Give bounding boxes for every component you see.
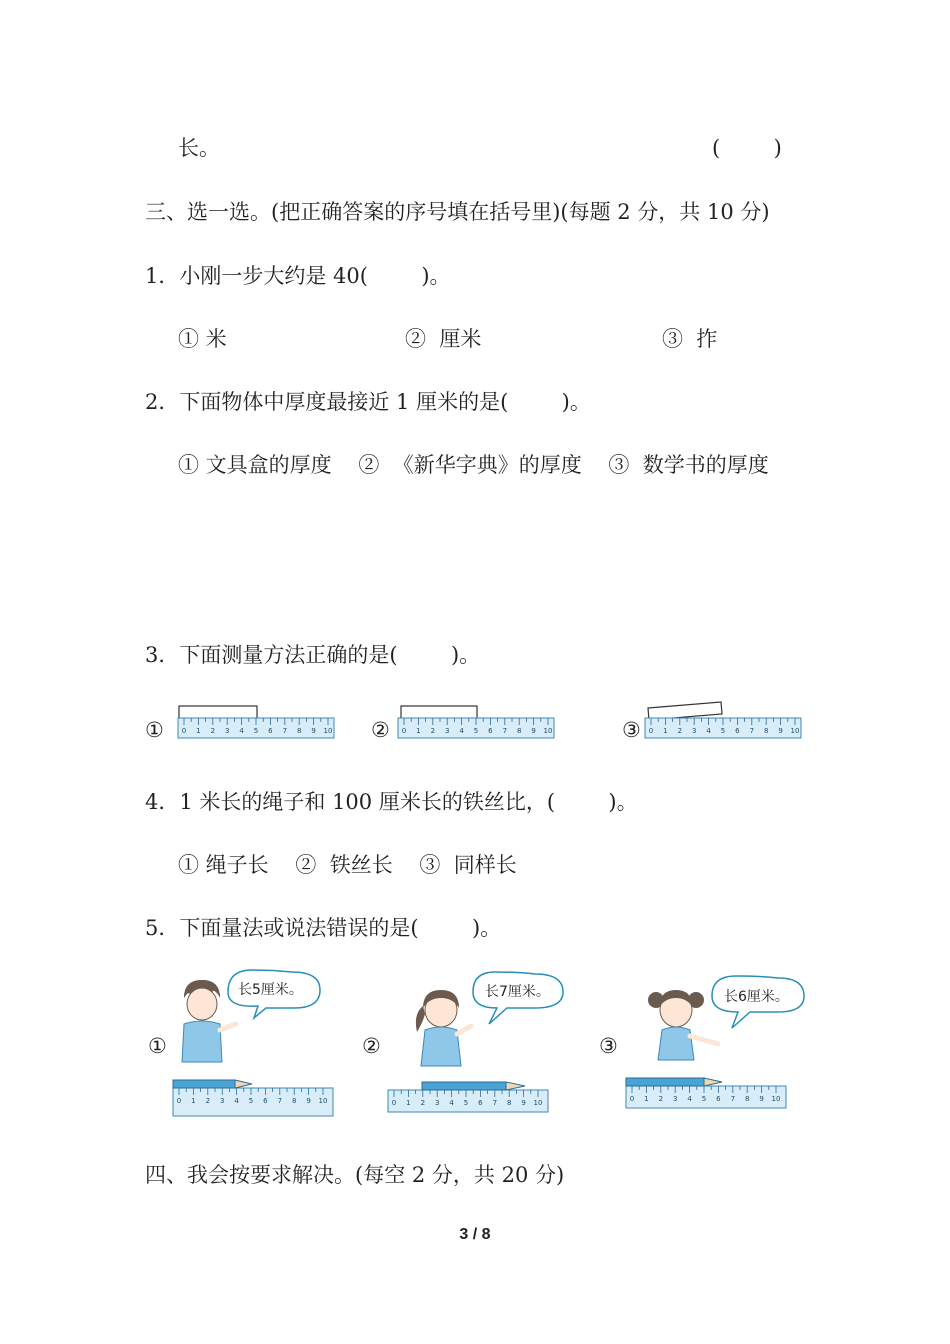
q5-figure-3 [620,960,820,1120]
ruler-tick-label: 0 [648,727,654,735]
q2-text: 2．下面物体中厚度最接近 1 厘米的是( )。 [145,390,591,414]
ruler-tick-label: 9 [778,727,783,735]
ruler-tick-label: 7 [730,1095,736,1103]
ruler-tick-label: 0 [176,1097,182,1105]
measured-strip-tilted [648,702,722,720]
bubble-text: 长6厘米。 [724,989,789,1005]
ruler-tick-label: 0 [629,1095,635,1103]
pencil-icon [173,1080,252,1088]
prev-question-tail: 长。 [178,136,220,160]
ruler-tick-label: 3 [672,1095,678,1103]
ruler-tick-label: 5 [248,1097,254,1105]
ruler-tick-label: 3 [434,1099,440,1107]
ruler-tick-label: 9 [531,727,536,735]
ruler-tick-label: 7 [282,727,288,735]
ruler-tick-label: 10 [533,1099,543,1107]
ruler-tick-label: 3 [444,727,450,735]
ruler-tick-label: 3 [691,727,697,735]
ruler-tick-label: 8 [516,727,522,735]
ruler-tick-label: 10 [771,1095,781,1103]
ruler-tick-label: 8 [296,727,302,735]
ruler-tick-label: 2 [677,727,683,735]
q4-options: ① 绳子长 ② 铁丝长 ③ 同样长 [178,853,517,877]
ruler-tick-label: 8 [763,727,769,735]
ruler-tick-label: 6 [268,727,273,735]
ruler-tick-label: 4 [459,727,464,735]
q1-option3: ③ 拃 [662,327,718,351]
ruler-tick-label: 0 [181,727,187,735]
q4-text: 4．1 米长的绳子和 100 厘米长的铁丝比，( )。 [145,790,638,814]
pencil-icon [422,1082,525,1090]
ruler-tick-label: 1 [416,727,421,735]
ruler-tick-label: 4 [239,727,244,735]
ruler-tick-label: 4 [449,1099,454,1107]
q1-text: 1．小刚一步大约是 40( )。 [145,264,451,288]
ruler-tick-label: 5 [463,1099,469,1107]
q5-text: 5．下面量法或说法错误的是( )。 [145,916,502,940]
q3-text: 3．下面测量方法正确的是( )。 [145,643,481,667]
ruler-tick-label: 7 [749,727,755,735]
ruler-tick-label: 6 [478,1099,483,1107]
page-number: 3 / 8 [459,1226,491,1243]
ruler-tick-label: 4 [706,727,711,735]
ruler-tick-label: 6 [263,1097,268,1105]
ruler-tick-label: 1 [663,727,668,735]
measured-strip [179,706,257,719]
ruler-tick-label: 8 [506,1099,512,1107]
q5-figure-2 [385,962,565,1122]
section4-title: 四、我会按要求解决。(每空 2 分，共 20 分) [145,1163,565,1187]
ruler-tick-label: 0 [401,727,407,735]
q5-marker1: ① [148,1034,167,1058]
q1-option1: ① 米 [178,327,227,351]
girl-icon [416,990,471,1066]
section3-title: 三、选一选。(把正确答案的序号填在括号里)(每题 2 分，共 10 分) [145,200,770,224]
ruler-tick-label: 2 [205,1097,211,1105]
ruler-tick-label: 10 [318,1097,328,1105]
bubble-text: 长5厘米。 [238,982,303,998]
q3-marker2: ② [371,718,390,742]
ruler-tick-label: 5 [720,727,726,735]
ruler-tick-label: 1 [406,1099,411,1107]
prev-answer-paren[interactable]: ( ) [712,136,782,160]
ruler-tick-label: 3 [224,727,230,735]
ruler-tick-label: 9 [759,1095,764,1103]
ruler-tick-label: 5 [701,1095,707,1103]
q5-figure-1 [170,962,350,1122]
q5-marker3: ③ [599,1034,618,1058]
ruler-tick-label: 4 [687,1095,692,1103]
ruler-tick-label: 4 [234,1097,239,1105]
q3-ruler-2 [398,702,558,742]
ruler-tick-label: 2 [658,1095,664,1103]
q3-ruler-1 [178,702,338,742]
ruler-tick-label: 6 [716,1095,721,1103]
ruler-tick-label: 9 [521,1099,526,1107]
bubble-text: 长7厘米。 [485,984,550,1000]
ruler-tick-label: 5 [253,727,259,735]
q3-marker3: ③ [622,718,641,742]
q3-marker1: ① [145,718,164,742]
measured-strip [401,706,477,719]
q3-ruler-3 [645,700,805,740]
girl-pigtails-icon [648,990,718,1060]
ruler-tick-label: 2 [420,1099,426,1107]
ruler-tick-label: 9 [306,1097,311,1105]
ruler-tick-label: 10 [323,727,333,735]
ruler-tick-label: 10 [790,727,800,735]
ruler-tick-label: 1 [196,727,201,735]
ruler-tick-label: 9 [311,727,316,735]
ruler-tick-label: 6 [735,727,740,735]
pencil-icon [626,1078,722,1086]
ruler-tick-label: 7 [277,1097,283,1105]
ruler-tick-label: 8 [744,1095,750,1103]
ruler-tick-label: 2 [210,727,216,735]
ruler-tick-label: 1 [644,1095,649,1103]
ruler-tick-label: 7 [492,1099,498,1107]
q1-option2: ② 厘米 [405,327,482,351]
ruler-tick-label: 5 [473,727,479,735]
q2-options: ① 文具盒的厚度 ② 《新华字典》的厚度 ③ 数学书的厚度 [178,453,769,477]
q5-marker2: ② [362,1034,381,1058]
ruler-tick-label: 3 [219,1097,225,1105]
ruler-tick-label: 2 [430,727,436,735]
ruler-tick-label: 8 [291,1097,297,1105]
ruler-tick-label: 1 [191,1097,196,1105]
ruler-tick-label: 10 [543,727,553,735]
ruler-tick-label: 7 [502,727,508,735]
ruler-tick-label: 6 [488,727,493,735]
ruler-tick-label: 0 [391,1099,397,1107]
